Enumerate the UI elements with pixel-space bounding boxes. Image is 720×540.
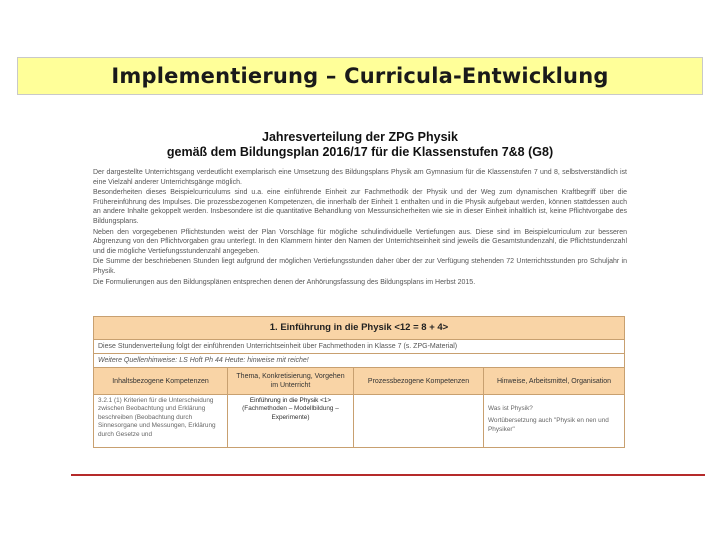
cell-notes-a: Was ist Physik? [488, 405, 533, 412]
slide-title-bar [17, 57, 703, 95]
table-header-row [94, 368, 624, 395]
footer-divider [71, 474, 705, 476]
column-header: Thema, Konkretisierung, Vorgehen im Unterricht [228, 368, 354, 394]
paragraph: Der dargestellte Unterrichtsgang verdeutlicht exemplarisch eine Umsetzung des Bildungsplans Physik am Gymnasium für die Klassenstufen 7 und 8, selbstverständlich ist eine Vielzahl anderer Unterrichtsgänge möglich. [93, 169, 627, 186]
slide-title: Implementierung – Curricula-Entwicklung [111, 64, 609, 88]
table-row [94, 395, 624, 447]
column-header: Prozessbezogene Kompetenzen [354, 368, 484, 394]
unit-intro: Diese Stundenverteilung folgt der einführenden Unterrichtseinheit über Fachmethoden in Klasse 7 (s. ZPG-Material) [94, 340, 624, 354]
cell-topic-sub: (Fachmethoden – Modellbildung – Experimente) [242, 405, 339, 421]
document-paragraphs [93, 168, 627, 287]
cell-notes-b: Wortübersetzung auch "Physik en nen und Physiker" [488, 417, 609, 433]
cell-content-competences: 3.2.1 (1) Kriterien für die Unterscheidung zwischen Beobachtung und Erklärung beschreiben (Beobachtung durch Sinnesorgane und Messungen, Erklärung durch Gesetze und [94, 395, 228, 447]
unit-table [93, 316, 625, 448]
unit-source-note: Weitere Quellenhinweise: LS Hoft Ph 44 Heute: hinweise mit reiche! [94, 354, 624, 368]
paragraph: Die Formulierungen aus den Bildungsplänen entsprechen denen der Anhörungsfassung des Bildungsplans im Herbst 2015. [93, 278, 476, 286]
document-title [93, 130, 627, 160]
paragraph: Besonderheiten dieses Beispielcurriculums sind u.a. eine einführende Einheit zur Fachmethodik der Physik und der Weg zum dynamischen Kraftbegriff über die Frühereinführung des Impulses. Die prozessbezogenen Kompetenzen, die innerhalb der Einheit 1 enthalten und in die Physik aufgebaut werden, können stattdessen auch an andere Inhalte gekoppelt werden. Insbesondere ist die quantitative Behandlung von Messunsicherheiten wie sie in dieser Einheit inhaltlich ist, keine Pflichtvorgabe des Bildungsplans. [93, 189, 627, 225]
column-header: Inhaltsbezogene Kompetenzen [94, 368, 228, 394]
paragraph: Die Summe der beschriebenen Stunden liegt aufgrund der möglichen Vertiefungsstunden daher über der zur Verfügung stehenden 72 Unterrichtsstunden pro Schuljahr in Physik. [93, 258, 627, 275]
cell-notes [484, 395, 624, 447]
column-header: Hinweise, Arbeitsmittel, Organisation [497, 377, 611, 385]
cell-topic-title: Einführung in die Physik <1> [249, 397, 332, 404]
document-image [93, 130, 627, 460]
document-title-line1: Jahresverteilung der ZPG Physik [262, 130, 458, 144]
unit-heading: 1. Einführung in die Physik <12 = 8 + 4> [94, 317, 624, 340]
cell-topic [228, 395, 354, 447]
paragraph: Neben den vorgegebenen Pflichtstunden weist der Plan Vorschläge für mögliche schulindividuelle Vertiefungen aus. Diese sind im Beispielcurriculum zur besseren Abgrenzung von den Pflichtvorgaben grau unterlegt. In den Klammern hinter den Namen der Unterrichtseinheit sind jeweils die Gesamtstundenzahl, die Pflichtstundenzahl und die mögliche Vertiefungsstundenzahl angegeben. [93, 228, 627, 255]
cell-process-competences [354, 395, 484, 447]
document-title-line2: gemäß dem Bildungsplan 2016/17 für die Klassenstufen 7&8 (G8) [166, 145, 554, 159]
